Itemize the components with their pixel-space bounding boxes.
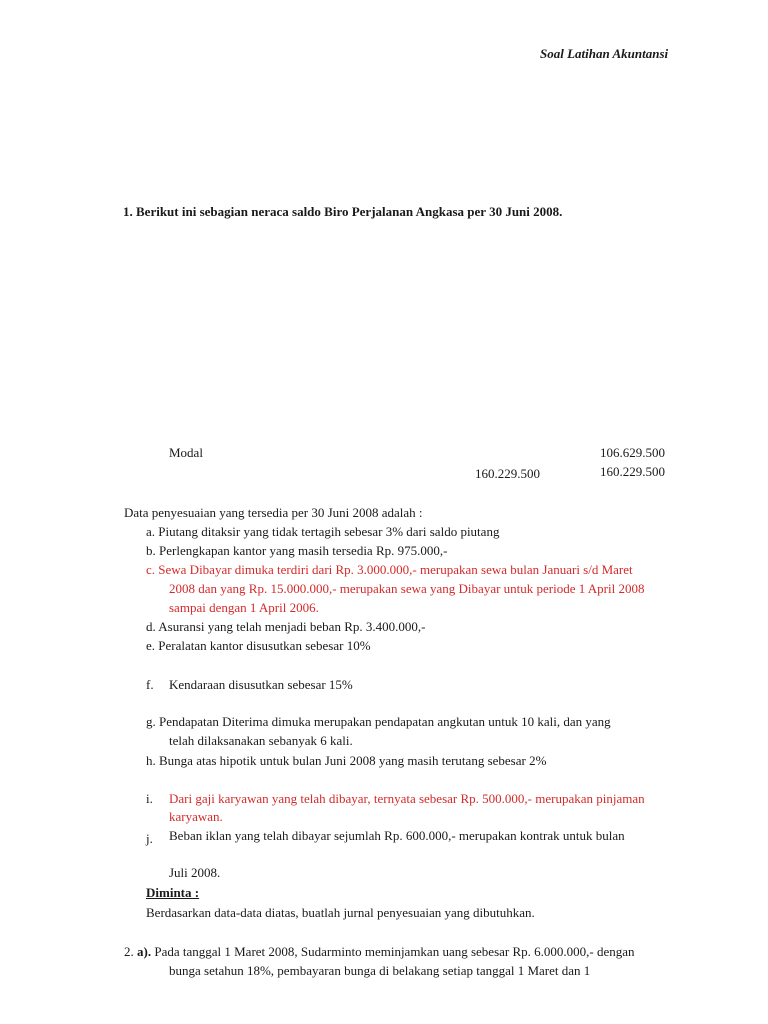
- item-i-letter: i.: [146, 791, 153, 806]
- modal-credit-value: 106.629.500: [600, 445, 665, 460]
- item-c-line-3: sampai dengan 1 April 2006.: [169, 600, 319, 615]
- adjustment-intro: Data penyesuaian yang tersedia per 30 Juni 2008 adalah :: [124, 505, 423, 520]
- item-i-line-2: karyawan.: [169, 809, 223, 824]
- item-a: a. Piutang ditaksir yang tidak tertagih sebesar 3% dari saldo piutang: [146, 524, 500, 539]
- modal-label: Modal: [169, 445, 203, 460]
- question-2-first-line: [124, 943, 635, 961]
- question-1-title: 1. Berikut ini sebagian neraca saldo Biro Perjalanan Angkasa per 30 Juni 2008.: [123, 204, 563, 219]
- question-2-line-2: bunga setahun 18%, pembayaran bunga di belakang setiap tanggal 1 Maret dan 1: [169, 963, 591, 978]
- item-j-line-2: Juli 2008.: [169, 865, 221, 880]
- item-h: h. Bunga atas hipotik untuk bulan Juni 2008 yang masih terutang sebesar 2%: [146, 753, 547, 768]
- question-2-line-1: Pada tanggal 1 Maret 2008, Sudarminto meminjamkan uang sebesar Rp. 6.000.000,- dengan: [154, 944, 635, 959]
- item-e: e. Peralatan kantor disusutkan sebesar 10%: [146, 638, 371, 653]
- total-debit-value: 160.229.500: [475, 466, 540, 481]
- diminta-text: Berdasarkan data-data diatas, buatlah jurnal penyesuaian yang dibutuhkan.: [146, 905, 535, 920]
- item-j-line-1: Beban iklan yang telah dibayar sejumlah Rp. 600.000,- merupakan kontrak untuk bulan: [169, 828, 625, 843]
- diminta-label: Diminta :: [146, 885, 200, 900]
- item-c-line-2: 2008 dan yang Rp. 15.000.000,- merupakan sewa yang Dibayar untuk periode 1 April 2008: [169, 581, 645, 596]
- total-credit-value: 160.229.500: [600, 464, 665, 479]
- item-f-text: Kendaraan disusutkan sebesar 15%: [169, 677, 353, 692]
- item-g-line-1: g. Pendapatan Diterima dimuka merupakan pendapatan angkutan untuk 10 kali, dan yang: [146, 714, 611, 729]
- item-c-line-1: c. Sewa Dibayar dimuka terdiri dari Rp. 3.000.000,- merupakan sewa bulan Januari s/d Maret: [146, 562, 633, 577]
- header-title: Soal Latihan Akuntansi: [540, 46, 669, 61]
- question-2-part-label: a).: [137, 944, 152, 959]
- item-g-line-2: telah dilaksanakan sebanyak 6 kali.: [169, 733, 353, 748]
- item-i-line-1: Dari gaji karyawan yang telah dibayar, ternyata sebesar Rp. 500.000,- merupakan pinjaman: [169, 791, 645, 806]
- question-2-number: 2.: [124, 944, 134, 959]
- item-f-letter: f.: [146, 677, 154, 692]
- item-j-letter: j.: [146, 831, 153, 846]
- item-b: b. Perlengkapan kantor yang masih tersedia Rp. 975.000,-: [146, 543, 448, 558]
- item-d: d. Asuransi yang telah menjadi beban Rp. 3.400.000,-: [146, 619, 426, 634]
